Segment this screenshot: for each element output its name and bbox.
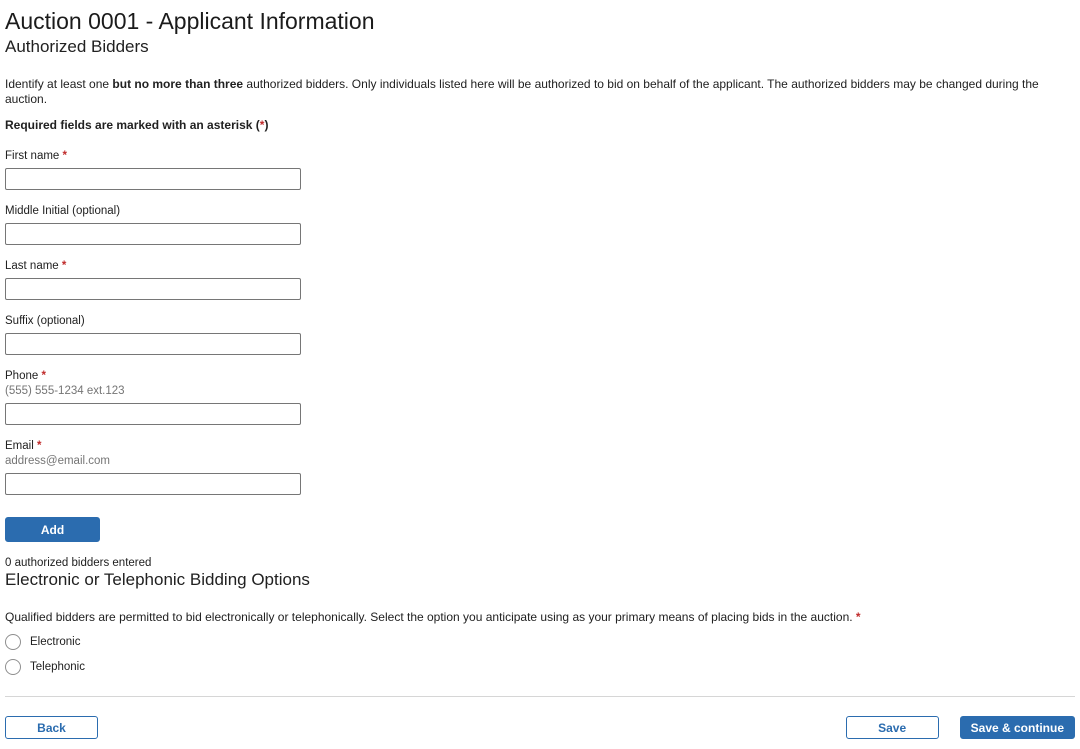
last-name-label: Last name * <box>5 260 67 272</box>
field-phone <box>5 370 1075 425</box>
middle-initial-input[interactable] <box>5 223 301 245</box>
authorized-bidders-heading: Authorized Bidders <box>5 36 149 56</box>
footer-divider <box>5 696 1075 697</box>
required-asterisk: * <box>259 118 265 132</box>
required-fields-note <box>5 118 1075 132</box>
suffix-label: Suffix (optional) <box>5 315 85 327</box>
radio-option-electronic[interactable] <box>5 634 81 650</box>
field-email <box>5 440 1075 495</box>
bidding-options-heading: Electronic or Telephonic Bidding Options <box>5 570 310 589</box>
footer-right-buttons <box>846 716 1075 739</box>
intro-text-pre: Identify at least one <box>5 77 113 91</box>
radio-option-telephonic-label: Telephonic <box>30 661 85 674</box>
field-suffix <box>5 315 1075 355</box>
footer-action-bar <box>5 716 1075 739</box>
radio-unchecked-icon[interactable] <box>5 659 21 675</box>
back-button[interactable]: Back <box>5 716 98 739</box>
first-name-input[interactable] <box>5 168 301 190</box>
required-asterisk: * <box>62 150 68 162</box>
email-format-hint: address@email.com <box>5 455 110 467</box>
required-asterisk: * <box>855 610 861 625</box>
suffix-input[interactable] <box>5 333 301 355</box>
radio-option-telephonic[interactable] <box>5 659 85 675</box>
first-name-label: First name * <box>5 150 68 162</box>
phone-input[interactable] <box>5 403 301 425</box>
radio-unchecked-icon[interactable] <box>5 634 21 650</box>
options-desc-text: Qualified bidders are permitted to bid electronically or telephonically. Select the option you anticipate using as your primary means of placing bids in the auction. <box>5 610 856 625</box>
phone-label: Phone * <box>5 370 46 382</box>
bidder-form <box>5 150 1075 495</box>
intro-text-bold: but no more than three <box>112 77 244 91</box>
required-note-post: ) <box>264 118 269 132</box>
radio-option-electronic-label: Electronic <box>30 636 81 649</box>
required-asterisk: * <box>41 370 46 382</box>
bidding-options-section <box>5 569 1075 675</box>
field-last-name <box>5 260 1075 300</box>
authorized-bidders-section <box>5 36 1075 569</box>
save-button[interactable]: Save <box>846 716 939 739</box>
email-label: Email * <box>5 440 42 452</box>
save-continue-button[interactable]: Save & continue <box>960 716 1075 739</box>
bidders-count-text: 0 authorized bidders entered <box>5 557 152 569</box>
add-bidder-button[interactable]: Add <box>5 517 100 542</box>
required-note-pre: Required fields are marked with an asterisk ( <box>5 118 260 132</box>
middle-initial-label: Middle Initial (optional) <box>5 205 121 217</box>
intro-text-post: authorized bidders. Only individuals listed here will be authorized to bid on behalf of the applicant. The authorized bidders may be changed during the auction. <box>5 77 1039 106</box>
required-asterisk: * <box>36 440 42 452</box>
email-input[interactable] <box>5 473 301 495</box>
last-name-input[interactable] <box>5 278 301 300</box>
page-title: Auction 0001 - Applicant Information <box>5 8 375 34</box>
authorized-bidders-intro <box>5 77 1075 107</box>
phone-format-hint: (555) 555-1234 ext.123 <box>5 385 125 397</box>
field-middle-initial <box>5 205 1075 245</box>
bidding-options-description <box>5 610 1075 625</box>
field-first-name <box>5 150 1075 190</box>
required-asterisk: * <box>61 260 67 272</box>
